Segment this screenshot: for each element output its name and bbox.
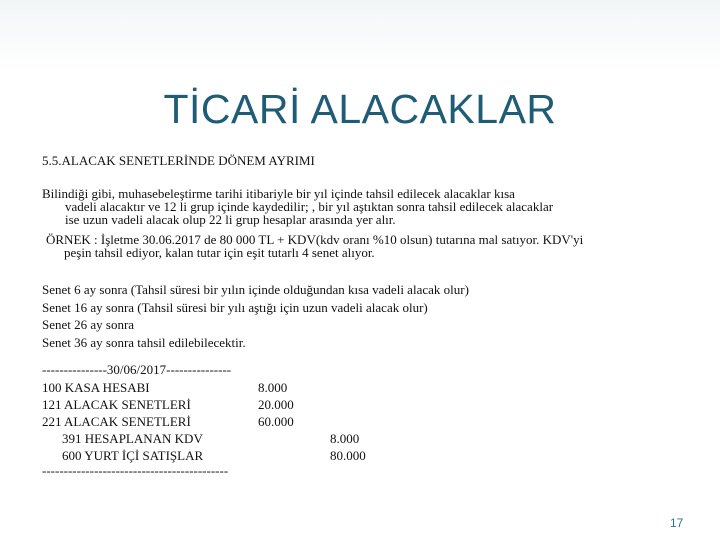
credit-account: 391 HESAPLANAN KDV bbox=[62, 431, 203, 446]
intro-line: vadeli alacaktır ve 12 li grup içinde kaydedilir; , bir yıl aştıktan sonra tahsil edilecek alacaklar bbox=[65, 199, 554, 214]
debit-account: 221 ALACAK SENETLERİ bbox=[42, 414, 191, 429]
slide-header-band bbox=[0, 0, 720, 72]
intro-line: ise uzun vadeli alacak olup 22 li grup hesaplar arasında yer alır. bbox=[65, 212, 396, 227]
debit-amount: 8.000 bbox=[258, 380, 288, 395]
page-number: 17 bbox=[670, 516, 684, 530]
journal-footer: ------------------------------------------- bbox=[42, 463, 229, 478]
example-line: peşin tahsil ediyor, kalan tutar için eşit tutarlı 4 senet alıyor. bbox=[64, 245, 375, 260]
debit-account: 121 ALACAK SENETLERİ bbox=[42, 397, 191, 412]
note-list bbox=[42, 281, 469, 351]
intro-paragraph bbox=[42, 187, 662, 226]
debit-amount: 60.000 bbox=[258, 414, 294, 429]
debit-account: 100 KASA HESABI bbox=[42, 380, 150, 395]
slide-title: TİCARİ ALACAKLAR bbox=[163, 86, 557, 132]
credit-account: 600 YURT İÇİ SATIŞLAR bbox=[62, 448, 204, 463]
note-item: Senet 36 ay sonra tahsil edilebilecektir. bbox=[42, 334, 246, 350]
note-item: Senet 16 ay sonra (Tahsil süresi bir yılı aştığı için uzun vadeli alacak olur) bbox=[42, 299, 428, 315]
note-item: Senet 6 ay sonra (Tahsil süresi bir yılın içinde olduğundan kısa vadeli alacak olur) bbox=[42, 282, 469, 297]
section-subtitle: 5.5.ALACAK SENETLERİNDE DÖNEM AYRIMI bbox=[42, 153, 315, 168]
journal-header: ---------------30/06/2017--------------- bbox=[42, 362, 232, 377]
note-item: Senet 26 ay sonra bbox=[42, 317, 135, 332]
example-paragraph bbox=[42, 233, 662, 259]
credit-amount: 8.000 bbox=[330, 431, 360, 446]
example-line: ÖRNEK : İşletme 30.06.2017 de 80 000 TL + KDV(kdv oranı %10 olsun) tutarına mal satıyor. KDV'yi bbox=[46, 232, 584, 247]
credit-amount: 80.000 bbox=[330, 448, 366, 463]
debit-amount: 20.000 bbox=[258, 397, 294, 412]
intro-line: Bilindiği gibi, muhasebeleştirme tarihi itibariyle bir yıl içinde tahsil edilecek alacaklar kısa bbox=[42, 186, 515, 201]
